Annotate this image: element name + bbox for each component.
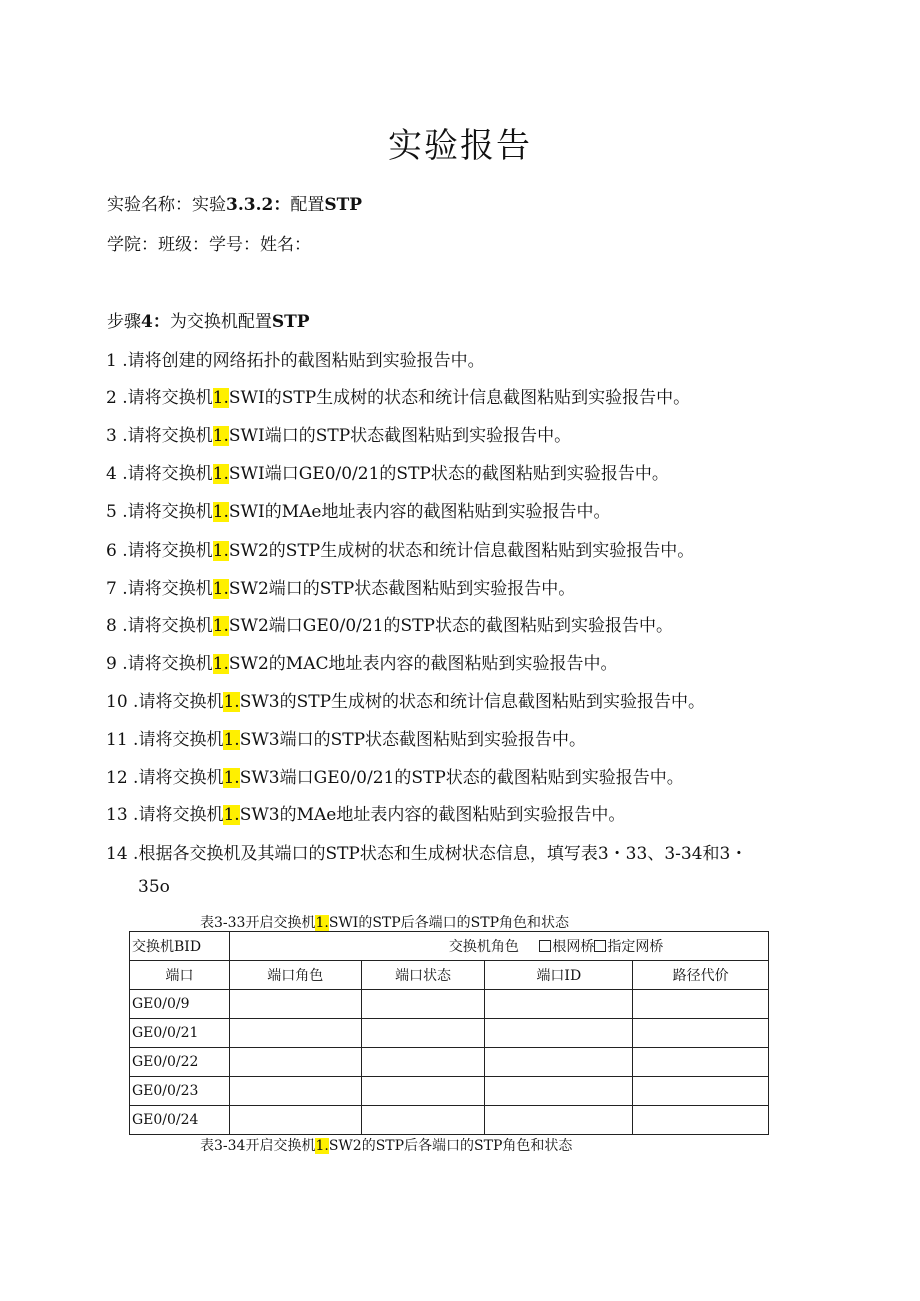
list-item	[106, 421, 571, 446]
table-row	[130, 1019, 769, 1048]
caption-text: 表3-33开启交换机	[200, 915, 316, 931]
item-text: .请将交换机	[116, 464, 213, 484]
list-item	[106, 346, 485, 371]
item-number: 1	[106, 351, 117, 371]
table-header-row	[130, 961, 769, 990]
column-header: 端口	[130, 961, 230, 990]
list-item	[106, 611, 673, 636]
designated-bridge-label: 指定网桥	[607, 939, 664, 955]
table-row	[130, 1106, 769, 1135]
item-text: .请将交换机	[116, 616, 213, 636]
list-item	[106, 763, 684, 788]
experiment-name	[107, 190, 362, 215]
item-number: 10	[106, 692, 128, 712]
item-number: 8	[106, 616, 117, 636]
table1-caption	[200, 912, 569, 932]
port-cell: GE0/0/9	[130, 990, 230, 1019]
item-text: .根据各交换机及其端口的STP状态和生成树状态信息，填写表3・33、3-34和3・	[127, 844, 748, 864]
item-text: SW3的STP生成树的状态和统计信息截图粘贴到实验报告中。	[239, 692, 706, 712]
table-row	[130, 990, 769, 1019]
item-text: SWI端口GE0/0/21的STP状态的截图粘贴到实验报告中。	[228, 464, 669, 484]
item-number: 14	[106, 844, 128, 864]
item-highlight: 1.	[223, 768, 240, 788]
item-text: .请将交换机	[127, 692, 224, 712]
list-item	[106, 574, 575, 599]
port-cell: GE0/0/21	[130, 1019, 230, 1048]
empty-cell[interactable]	[361, 1106, 485, 1135]
column-header: 端口角色	[229, 961, 361, 990]
checkbox-icon[interactable]	[539, 940, 551, 952]
column-header: 路径代价	[633, 961, 769, 990]
caption-text: SW2的STP后各端口的STP角色和状态	[328, 1138, 573, 1154]
item-text: SW2的MAC地址表内容的截图粘贴到实验报告中。	[228, 654, 618, 674]
item-text: .请将交换机	[116, 541, 213, 561]
caption-highlight: 1.	[315, 1138, 329, 1154]
stp-table-sw1	[129, 931, 769, 1135]
item-number: 2	[106, 388, 117, 408]
item-highlight: 1.	[212, 616, 229, 636]
empty-cell[interactable]	[361, 1019, 485, 1048]
empty-cell[interactable]	[633, 1077, 769, 1106]
step-num: 4：	[141, 312, 170, 332]
item-highlight: 1.	[212, 426, 229, 446]
item-number: 13	[106, 805, 128, 825]
item14-continuation: 35o	[138, 877, 170, 897]
list-item	[106, 459, 669, 484]
item-number: 9	[106, 654, 117, 674]
empty-cell[interactable]	[361, 990, 485, 1019]
empty-cell[interactable]	[633, 1106, 769, 1135]
item-highlight: 1.	[212, 541, 229, 561]
item-number: 4	[106, 464, 117, 484]
column-header: 端口状态	[361, 961, 485, 990]
checkbox-icon[interactable]	[594, 940, 606, 952]
item-number: 12	[106, 768, 128, 788]
port-cell: GE0/0/24	[130, 1106, 230, 1135]
empty-cell[interactable]	[633, 1048, 769, 1077]
experiment-number: 3.3.2：	[226, 195, 291, 215]
root-bridge-label: 根网桥	[552, 939, 595, 955]
item-number: 3	[106, 426, 117, 446]
empty-cell[interactable]	[485, 1048, 633, 1077]
caption-text: 表3-34开启交换机	[200, 1138, 316, 1154]
list-item	[106, 800, 625, 825]
step-bold: STP	[271, 312, 310, 332]
item-text: SW2端口的STP状态截图粘贴到实验报告中。	[228, 579, 576, 599]
list-item	[106, 725, 586, 750]
item-text: .请将交换机	[116, 426, 213, 446]
list-item	[106, 687, 705, 712]
page-title: 实验报告	[388, 126, 532, 166]
item-text: .请将创建的网络拓扑的截图粘贴到实验报告中。	[116, 351, 485, 371]
caption-text: SWI的STP后各端口的STP角色和状态	[328, 915, 570, 931]
empty-cell[interactable]	[633, 990, 769, 1019]
item-text: .请将交换机	[127, 805, 224, 825]
item-text: SW3端口的STP状态截图粘贴到实验报告中。	[239, 730, 587, 750]
empty-cell[interactable]	[361, 1077, 485, 1106]
item-text: SW3端口GE0/0/21的STP状态的截图粘贴到实验报告中。	[239, 768, 684, 788]
item-text: .请将交换机	[127, 768, 224, 788]
table-row	[130, 1077, 769, 1106]
empty-cell[interactable]	[229, 990, 361, 1019]
designated-bridge-option[interactable]	[594, 939, 663, 955]
list-item	[106, 649, 618, 674]
item-text: SW2的STP生成树的状态和统计信息截图粘贴到实验报告中。	[228, 541, 695, 561]
item-text: SW2端口GE0/0/21的STP状态的截图粘贴到实验报告中。	[228, 616, 673, 636]
empty-cell[interactable]	[229, 1077, 361, 1106]
empty-cell[interactable]	[361, 1048, 485, 1077]
experiment-name-bold: STP	[324, 195, 363, 215]
item-text: SWI的STP生成树的状态和统计信息截图粘贴到实验报告中。	[228, 388, 691, 408]
item-highlight: 1.	[212, 654, 229, 674]
student-info: 学院：班级：学号：姓名：	[107, 235, 311, 255]
table-row	[130, 1048, 769, 1077]
item-text: .请将交换机	[116, 579, 213, 599]
caption-highlight: 1.	[315, 915, 329, 931]
item-text: .请将交换机	[116, 502, 213, 522]
item-number: 7	[106, 579, 117, 599]
item-number: 6	[106, 541, 117, 561]
column-header: 端口ID	[485, 961, 633, 990]
item-highlight: 1.	[223, 730, 240, 750]
port-cell: GE0/0/23	[130, 1077, 230, 1106]
item-text: SWI的MAe地址表内容的截图粘贴到实验报告中。	[228, 502, 611, 522]
experiment-name-prefix: 配置	[290, 195, 325, 215]
empty-cell[interactable]	[485, 1106, 633, 1135]
empty-cell[interactable]	[485, 990, 633, 1019]
item-text: .请将交换机	[127, 730, 224, 750]
item-highlight: 1.	[223, 805, 240, 825]
root-bridge-option[interactable]	[539, 939, 594, 955]
bid-label-cell: 交换机BID	[130, 932, 230, 961]
item-highlight: 1.	[212, 464, 229, 484]
item-number: 11	[106, 730, 128, 750]
item-highlight: 1.	[212, 388, 229, 408]
item-highlight: 1.	[212, 502, 229, 522]
empty-cell[interactable]	[633, 1019, 769, 1048]
item-text: SW3的MAe地址表内容的截图粘贴到实验报告中。	[239, 805, 626, 825]
role-label: 交换机角色	[448, 939, 519, 955]
port-cell: GE0/0/22	[130, 1048, 230, 1077]
list-item	[106, 383, 690, 408]
role-cell	[229, 932, 768, 961]
item-text: .请将交换机	[116, 654, 213, 674]
step-text: 为交换机配置	[169, 312, 272, 332]
step-prefix: 步骤	[107, 312, 141, 332]
item-highlight: 1.	[223, 692, 240, 712]
item-text: .请将交换机	[116, 388, 213, 408]
item-number: 5	[106, 502, 117, 522]
step-heading	[107, 307, 310, 332]
table-row	[130, 932, 769, 961]
empty-cell[interactable]	[485, 1077, 633, 1106]
list-item	[106, 497, 610, 522]
experiment-label: 实验名称：实验	[107, 195, 226, 215]
list-item	[106, 839, 747, 864]
item-highlight: 1.	[212, 579, 229, 599]
empty-cell[interactable]	[229, 1019, 361, 1048]
list-item	[106, 536, 694, 561]
empty-cell[interactable]	[485, 1019, 633, 1048]
table2-caption	[200, 1135, 572, 1155]
empty-cell[interactable]	[229, 1048, 361, 1077]
empty-cell[interactable]	[229, 1106, 361, 1135]
item-text: SWI端口的STP状态截图粘贴到实验报告中。	[228, 426, 572, 446]
